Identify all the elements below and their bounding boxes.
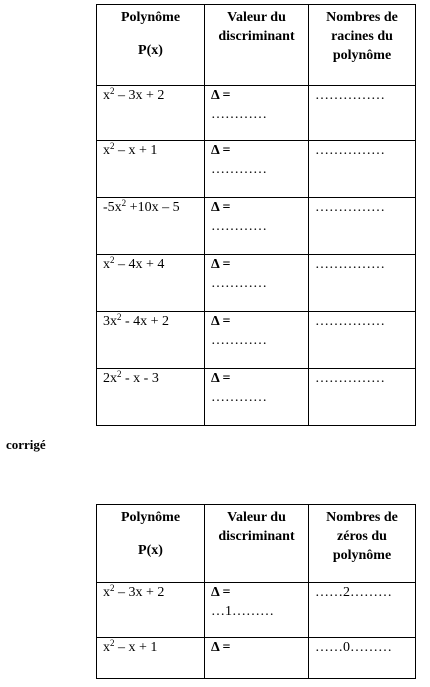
table-row [97, 312, 416, 369]
root-count-cell: …………… [309, 312, 416, 369]
zero-count-cell: ……0……… [309, 638, 416, 679]
polynomial-cell: $3x^2 - 4x + 2$ [97, 312, 205, 369]
discriminant-cell: Δ = …1……… [205, 583, 309, 638]
header-discriminant: Valeur du discriminant [205, 505, 309, 583]
polynomial-cell: $x^2 - x + 1$ [97, 141, 205, 198]
root-count-cell: …………… [309, 86, 416, 141]
table-header-row [97, 505, 416, 583]
discriminant-exercise-table [96, 4, 416, 426]
root-count-cell: …………… [309, 198, 416, 255]
header-polynome: Polynôme P(x) [97, 5, 205, 86]
zero-count-cell: ……2……… [309, 583, 416, 638]
table-row [97, 369, 416, 426]
table-row [97, 141, 416, 198]
discriminant-cell: Δ = ………… [205, 255, 309, 312]
corrige-label: corrigé [6, 437, 46, 452]
root-count-cell: …………… [309, 369, 416, 426]
polynomial-cell: $x^2 - 3x + 2$ [97, 86, 205, 141]
polynomial-cell: $2x^2$ - x - 3 [97, 369, 205, 426]
table-header-row [97, 5, 416, 86]
polynomial-cell: $-5x^2 +10x - 5$ [97, 198, 205, 255]
discriminant-cell: Δ = ………… [205, 86, 309, 141]
table-row [97, 255, 416, 312]
header-polynome: Polynôme P(x) [97, 505, 205, 583]
discriminant-cell: Δ = ………… [205, 198, 309, 255]
table-row [97, 198, 416, 255]
table-row [97, 638, 416, 679]
table-row [97, 86, 416, 141]
table-row [97, 583, 416, 638]
polynomial-cell: $x^2 - x + 1$ [97, 638, 205, 679]
root-count-cell: …………… [309, 255, 416, 312]
discriminant-cell: Δ = ………… [205, 141, 309, 198]
root-count-cell: …………… [309, 141, 416, 198]
polynomial-cell: $x^2 - 4x + 4$ [97, 255, 205, 312]
corrected-table [96, 504, 416, 679]
discriminant-cell: Δ = ………… [205, 369, 309, 426]
discriminant-cell: Δ = [205, 638, 309, 679]
header-zero-count: Nombres de zéros du polynôme [309, 505, 416, 583]
discriminant-cell: Δ = ………… [205, 312, 309, 369]
header-root-count: Nombres de racines du polynôme [309, 5, 416, 86]
polynomial-cell: $x^2 - 3x + 2$ [97, 583, 205, 638]
header-discriminant: Valeur du discriminant [205, 5, 309, 86]
